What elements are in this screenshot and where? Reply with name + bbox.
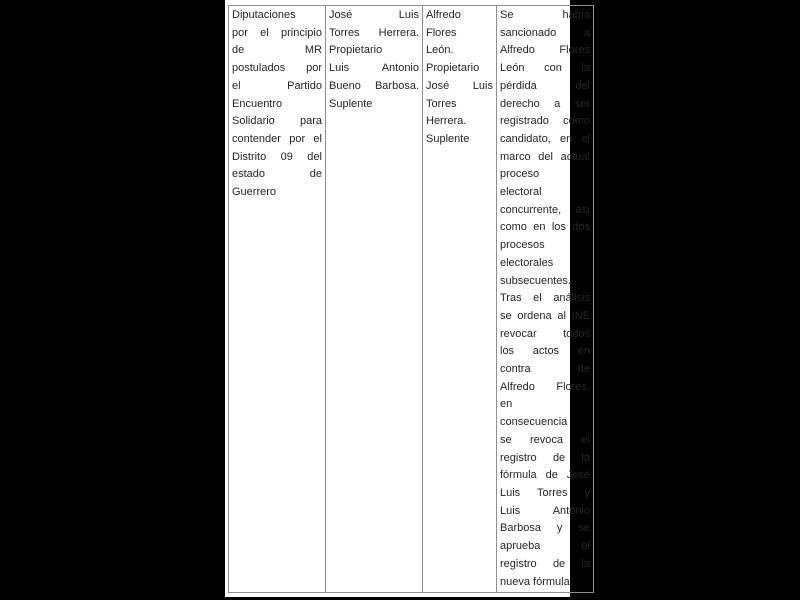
text-line: Diputaciones: [232, 9, 296, 21]
text-line: Distrito 09 del: [232, 150, 322, 163]
text-line: procesos: [500, 239, 545, 252]
text-line: contender por el: [232, 132, 322, 145]
text-line: Luis Antonio: [329, 62, 419, 75]
text-line: pérdida del: [500, 79, 590, 92]
text-line: Tras el análisis: [500, 292, 590, 305]
text-line: revocar todos: [500, 327, 590, 340]
text-line: concurrente, así: [500, 203, 590, 216]
text-line: de MR: [232, 44, 322, 57]
text-line: marco del actual: [500, 150, 590, 163]
text-line: se revoca el: [500, 433, 590, 446]
text-line: como en los dos: [500, 221, 590, 234]
text-line: proceso: [500, 168, 540, 181]
text-line: Suplente: [329, 97, 373, 110]
text-line: Barbosa y se: [500, 522, 590, 535]
text-line: los actos en: [500, 345, 590, 358]
text-line: Luis Antonio: [500, 504, 590, 517]
text-line: registro de la: [500, 451, 590, 464]
text-line: el Partido: [232, 79, 322, 92]
text-line: registro de la: [500, 557, 590, 570]
text-line: consecuencia: [500, 416, 568, 429]
text-line: por el principio: [232, 26, 322, 39]
text-line: Flores: [426, 26, 457, 39]
text-line: Propietario: [426, 62, 480, 75]
resolution-table: [228, 5, 594, 593]
text-line: León con la: [500, 62, 590, 75]
text-line: aprueba el: [500, 540, 590, 553]
text-line: se ordena al INE: [500, 309, 590, 322]
text-line: electoral: [500, 186, 542, 199]
text-line: Alfredo Flores,: [500, 380, 590, 393]
text-line: Luis Torres y: [500, 486, 590, 499]
text-line: electorales: [500, 256, 554, 269]
document-page: [225, 0, 590, 597]
text-line: derecho a ser: [500, 97, 590, 110]
cell-formula-nueva: [423, 6, 497, 593]
text-line: subsecuentes.: [500, 274, 571, 287]
text-line: fórmula de José: [500, 469, 590, 482]
text-line: Torres Herrera.: [329, 26, 419, 39]
text-line: Encuentro: [232, 97, 283, 110]
text-line: sancionado a: [500, 26, 590, 39]
text-line: Guerrero: [232, 186, 277, 199]
text-line: Solidario para: [232, 115, 322, 128]
text-line: José Luis: [329, 9, 419, 21]
text-line: Se había: [500, 9, 590, 21]
text-line: en: [500, 398, 513, 411]
text-line: León.: [426, 44, 454, 57]
text-line: postulados por: [232, 62, 322, 75]
text-line: contra de: [500, 363, 590, 376]
text-line: Alfredo Flores: [500, 44, 590, 57]
cell-postulacion: [229, 6, 326, 593]
table-row: [229, 6, 594, 593]
cell-resolucion: [497, 6, 594, 593]
text-line: Suplente: [426, 132, 470, 145]
text-line: José Luis: [426, 79, 493, 92]
text-line: candidato, en el: [500, 132, 590, 145]
text-line: nueva fórmula: [500, 575, 570, 588]
text-line: estado de: [232, 168, 322, 181]
text-line: Propietario: [329, 44, 383, 57]
text-line: Alfredo: [426, 9, 461, 21]
text-line: Herrera.: [426, 115, 467, 128]
text-line: registrado como: [500, 115, 590, 128]
text-line: Torres: [426, 97, 457, 110]
cell-formula-original: [326, 6, 423, 593]
text-line: Bueno Barbosa.: [329, 79, 419, 92]
